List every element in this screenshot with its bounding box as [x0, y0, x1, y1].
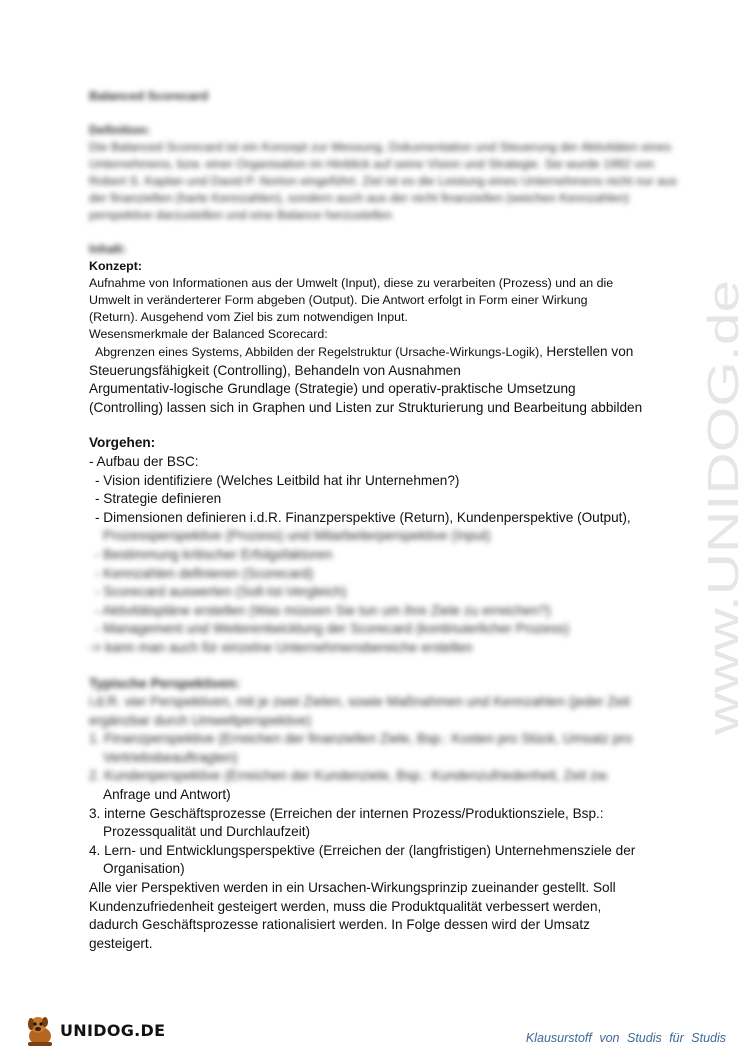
vorgehen-item-1: - Aufbau der BSC: [89, 453, 199, 469]
dog-mascot-icon [22, 1012, 58, 1048]
konzept-heading: Konzept: [89, 259, 142, 273]
watermark [699, 270, 748, 740]
typische-blur-5: 2. Kundenperspektive (Erreichen der Kundenziele, Bsp.: Kundenzufriedenheit, Zeit zw. [89, 768, 610, 784]
abgrenzen-line [89, 343, 679, 362]
vorgehen-blur-4: - Scorecard auswerten (Soll-Ist-Vergleich) [95, 584, 347, 600]
abgrenzen-big: Herstellen von [542, 344, 634, 359]
vorgehen-blur-2: - Bestimmung kritischer Erfolgsfaktoren [95, 546, 333, 562]
konzept-line-2: Umwelt in veränderterer Form abgeben (Output). Die Antwort erfolgt in Form einer Wirkung [89, 293, 588, 307]
typische-blur-4: Vertriebsbeauftragten) [103, 749, 238, 765]
vorgehen-blur-6: - Management und Weiterentwicklung der Scorecard (kontinuierlicher Prozess) [95, 621, 570, 637]
summary-line-1: Alle vier Perspektiven werden in ein Ursachen-Wirkungsprinzip zueinander gestellt. Soll [89, 880, 616, 896]
vorgehen-blur-3: - Kennzahlen definieren (Scorecard) [95, 565, 314, 581]
typische-heading: Typische Perspektiven: [89, 675, 240, 691]
vorgehen-item-4: - Dimensionen definieren i.d.R. Finanzperspektive (Return), Kundenperspektive (Output), [95, 509, 631, 525]
konzept-line-1: Aufnahme von Informationen aus der Umwelt (Input), diese zu verarbeiten (Prozess) und an die [89, 276, 614, 290]
footer-tagline: Klausurstoff von Studis für Studis [525, 1031, 726, 1045]
summary-line-3: dadurch Geschäftsprozesse rationalisiert werden. In Folge dessen wird der Umsatz [89, 917, 590, 933]
vorgehen-blur-5: - Aktivitätspläne erstellen (Was müssen Sie tun um ihre Ziele zu erreichen?) [95, 602, 551, 618]
big-line-2: Argumentativ-logische Grundlage (Strategie) und operativ-praktische Umsetzung [89, 381, 576, 397]
konzept-line-4: Wesensmerkmale der Balanced Scorecard: [89, 327, 328, 341]
typische-blur-1: i.d.R. vier Perspektiven, mit je zwei Zielen, sowie Maßnahmen und Kennzahlen (jeder Zeit [89, 694, 630, 710]
item4-line-b: Organisation) [103, 861, 185, 877]
big-line-3: (Controlling) lassen sich in Graphen und Listen zur Strukturierung und Bearbeitung abbilden [89, 399, 643, 415]
document-title: Balanced Scorecard [89, 89, 209, 103]
typische-blur-2: ergänzbar durch Umweltperspektive) [89, 712, 312, 728]
definition-text: Die Balanced Scorecard ist ein Konzept zur Messung, Dokumentation und Steuerung der Aktivitäten eines Unternehmens, bzw. einer Organisation im Hinblick auf seine Vision und Strategie. Sie wurde 1992 von Robert S. Kaplan und David P. Norton eingeführt. Ziel ist es die Leistung eines Unternehmens nicht nur aus der finanziellen (harte Kennzahlen), sondern auch aus der nicht finanziellen (weichen Kennzahlen) perspektive darzustellen und eine Balance herzustellen [89, 140, 677, 222]
vorgehen-item-2: - Vision identifiziere (Welches Leitbild hat ihr Unternehmen?) [95, 472, 460, 488]
anfrage-line: Anfrage und Antwort) [103, 787, 231, 803]
unidog-logo [22, 1012, 165, 1048]
vorgehen-blur-1: Prozessperspektive (Prozess) und Mitarbeiterperspektive (Input) [103, 528, 491, 544]
summary-line-2: Kundenzufriedenheit gesteigert werden, muss die Produktqualität verbessert werden, [89, 898, 602, 914]
item3-line-a: 3. interne Geschäftsprozesse (Erreichen der internen Prozess/Produktionsziele, Bsp.: [89, 805, 604, 821]
typische-blur-3: 1. Finanzperspektive (Erreichen der finanziellen Ziele, Bsp.: Kosten pro Stück, Umsatz pro [89, 731, 633, 747]
logo-text: UNIDOG.DE [60, 1020, 166, 1040]
summary-line-4: gesteigert. [89, 935, 153, 951]
vorgehen-item-3: - Strategie definieren [95, 491, 222, 507]
vorgehen-heading: Vorgehen: [89, 435, 156, 451]
konzept-line-3: (Return). Ausgehend vom Ziel bis zum notwendigen Input. [89, 310, 408, 324]
abgrenzen-small: Abgrenzen eines Systems, Abbilden der Regelstruktur (Ursache-Wirkungs-Logik), [95, 345, 543, 359]
item3-line-b: Prozessqualität und Durchlaufzeit) [103, 824, 311, 840]
inhalt-heading: Inhalt: [89, 242, 127, 256]
big-line-1: Steuerungsfähigkeit (Controlling), Behandeln von Ausnahmen [89, 362, 461, 378]
vorgehen-blur-7: -> kann man auch für einzelne Unternehmensbereiche erstellen [89, 639, 473, 655]
definition-heading: Definition: [89, 123, 151, 137]
document-body [89, 88, 679, 953]
item4-line-a: 4. Lern- und Entwicklungsperspektive (Erreichen der (langfristigen) Unternehmensziele der [89, 842, 636, 858]
watermark-text: www.UNIDOG.de [699, 392, 748, 735]
